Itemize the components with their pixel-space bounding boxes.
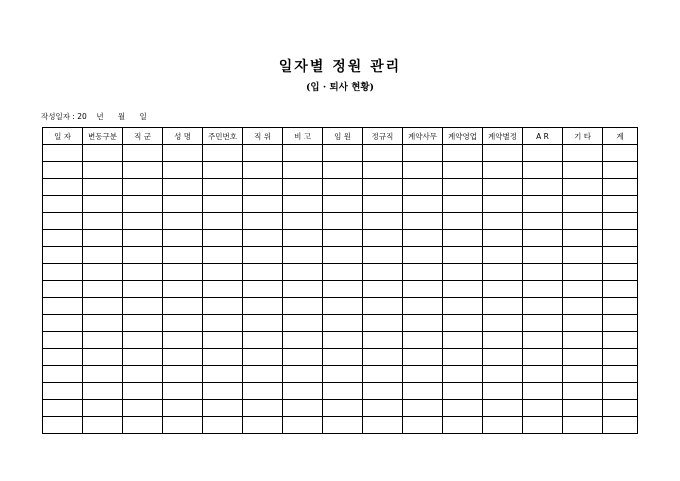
table-cell[interactable] [243, 332, 283, 349]
table-cell[interactable] [83, 349, 123, 366]
table-cell[interactable] [283, 145, 323, 162]
table-cell[interactable] [243, 417, 283, 434]
table-cell[interactable] [483, 315, 523, 332]
table-cell[interactable] [83, 230, 123, 247]
table-cell[interactable] [323, 417, 363, 434]
table-cell[interactable] [563, 383, 603, 400]
table-cell[interactable] [363, 315, 403, 332]
table-cell[interactable] [363, 162, 403, 179]
table-cell[interactable] [243, 400, 283, 417]
table-cell[interactable] [483, 162, 523, 179]
table-cell[interactable] [123, 366, 163, 383]
table-cell[interactable] [443, 417, 483, 434]
table-cell[interactable] [43, 315, 83, 332]
table-cell[interactable] [163, 400, 203, 417]
table-cell[interactable] [523, 281, 563, 298]
table-cell[interactable] [603, 247, 638, 264]
table-cell[interactable] [403, 179, 443, 196]
table-cell[interactable] [603, 230, 638, 247]
table-cell[interactable] [283, 247, 323, 264]
table-cell[interactable] [83, 400, 123, 417]
table-cell[interactable] [523, 383, 563, 400]
table-cell[interactable] [283, 417, 323, 434]
table-cell[interactable] [563, 213, 603, 230]
table-cell[interactable] [363, 264, 403, 281]
table-cell[interactable] [283, 315, 323, 332]
table-cell[interactable] [203, 417, 243, 434]
table-cell[interactable] [403, 247, 443, 264]
table-row [43, 162, 638, 179]
table-cell[interactable] [403, 400, 443, 417]
table-cell[interactable] [83, 417, 123, 434]
table-cell[interactable] [283, 332, 323, 349]
table-row [43, 298, 638, 315]
table-cell[interactable] [243, 162, 283, 179]
table-cell[interactable] [483, 264, 523, 281]
table-cell[interactable] [43, 366, 83, 383]
table-cell[interactable] [123, 315, 163, 332]
table-cell[interactable] [163, 298, 203, 315]
table-cell[interactable] [483, 400, 523, 417]
table-cell[interactable] [123, 213, 163, 230]
table-cell[interactable] [163, 315, 203, 332]
table-row [43, 366, 638, 383]
table-cell[interactable] [83, 264, 123, 281]
table-cell[interactable] [443, 349, 483, 366]
table-cell[interactable] [83, 196, 123, 213]
table-cell[interactable] [403, 315, 443, 332]
table-cell[interactable] [603, 179, 638, 196]
table-cell[interactable] [483, 332, 523, 349]
table-row [43, 264, 638, 281]
table-cell[interactable] [203, 366, 243, 383]
table-cell[interactable] [523, 230, 563, 247]
table-cell[interactable] [483, 213, 523, 230]
header-cell-date: 일 자 [43, 128, 83, 145]
table-cell[interactable] [203, 247, 243, 264]
table-cell[interactable] [563, 400, 603, 417]
table-cell[interactable] [283, 349, 323, 366]
table-cell[interactable] [443, 145, 483, 162]
table-cell[interactable] [163, 213, 203, 230]
document-subtitle: (입 · 퇴사 현황) [305, 82, 375, 93]
header-cell-change-type: 변동구분 [83, 128, 123, 145]
header-cell-other: 기 타 [563, 128, 603, 145]
table-cell[interactable] [443, 162, 483, 179]
table-cell[interactable] [323, 332, 363, 349]
table-cell[interactable] [43, 196, 83, 213]
table-cell[interactable] [403, 366, 443, 383]
table-cell[interactable] [123, 145, 163, 162]
document-title: 일자별 정원 관리 [278, 59, 402, 75]
table-cell[interactable] [283, 162, 323, 179]
table-cell[interactable] [363, 179, 403, 196]
table-cell[interactable] [203, 281, 243, 298]
table-cell[interactable] [243, 315, 283, 332]
table-cell[interactable] [283, 366, 323, 383]
table-cell[interactable] [523, 298, 563, 315]
table-cell[interactable] [363, 366, 403, 383]
table-row [43, 145, 638, 162]
table-cell[interactable] [403, 162, 443, 179]
table-cell[interactable] [563, 315, 603, 332]
table-cell[interactable] [483, 349, 523, 366]
table-row [43, 281, 638, 298]
table-cell[interactable] [123, 400, 163, 417]
table-cell[interactable] [363, 383, 403, 400]
table-cell[interactable] [403, 383, 443, 400]
table-cell[interactable] [323, 315, 363, 332]
table-cell[interactable] [243, 145, 283, 162]
table-cell[interactable] [563, 230, 603, 247]
table-cell[interactable] [563, 281, 603, 298]
table-cell[interactable] [283, 213, 323, 230]
table-cell[interactable] [523, 315, 563, 332]
table-cell[interactable] [203, 213, 243, 230]
table-cell[interactable] [243, 298, 283, 315]
table-cell[interactable] [203, 332, 243, 349]
table-cell[interactable] [323, 247, 363, 264]
table-cell[interactable] [203, 400, 243, 417]
table-cell[interactable] [43, 162, 83, 179]
table-cell[interactable] [323, 179, 363, 196]
table-cell[interactable] [603, 264, 638, 281]
table-cell[interactable] [403, 230, 443, 247]
table-cell[interactable] [363, 247, 403, 264]
table-cell[interactable] [243, 366, 283, 383]
table-cell[interactable] [323, 298, 363, 315]
table-cell[interactable] [603, 298, 638, 315]
table-cell[interactable] [83, 179, 123, 196]
table-cell[interactable] [123, 383, 163, 400]
table-cell[interactable] [243, 264, 283, 281]
table-cell[interactable] [163, 332, 203, 349]
table-cell[interactable] [203, 196, 243, 213]
table-cell[interactable] [603, 196, 638, 213]
table-cell[interactable] [443, 366, 483, 383]
table-cell[interactable] [403, 145, 443, 162]
table-cell[interactable] [83, 145, 123, 162]
table-cell[interactable] [123, 281, 163, 298]
table-cell[interactable] [283, 298, 323, 315]
table-cell[interactable] [563, 332, 603, 349]
table-cell[interactable] [283, 179, 323, 196]
table-cell[interactable] [83, 332, 123, 349]
table-row [43, 332, 638, 349]
header-cell-total: 계 [603, 128, 638, 145]
table-cell[interactable] [43, 332, 83, 349]
table-cell[interactable] [323, 196, 363, 213]
table-cell[interactable] [603, 383, 638, 400]
table-cell[interactable] [443, 213, 483, 230]
table-cell[interactable] [123, 247, 163, 264]
table-cell[interactable] [243, 230, 283, 247]
header-cell-remarks: 비 고 [283, 128, 323, 145]
table-cell[interactable] [523, 366, 563, 383]
table-cell[interactable] [163, 349, 203, 366]
table-cell[interactable] [163, 230, 203, 247]
table-cell[interactable] [43, 247, 83, 264]
header-cell-contract-special: 계약별정 [483, 128, 523, 145]
table-cell[interactable] [123, 332, 163, 349]
table-cell[interactable] [483, 230, 523, 247]
table-cell[interactable] [603, 145, 638, 162]
table-cell[interactable] [403, 349, 443, 366]
table-cell[interactable] [323, 162, 363, 179]
table-cell[interactable] [323, 264, 363, 281]
table-cell[interactable] [483, 366, 523, 383]
table-row [43, 400, 638, 417]
table-cell[interactable] [323, 213, 363, 230]
table-cell[interactable] [483, 298, 523, 315]
date-line: 작성일자 : 20 년 월 일 [41, 112, 147, 121]
staffing-table [42, 127, 638, 434]
table-cell[interactable] [443, 264, 483, 281]
table-cell[interactable] [363, 145, 403, 162]
table-cell[interactable] [483, 417, 523, 434]
table-row [43, 247, 638, 264]
table-cell[interactable] [203, 230, 243, 247]
table-cell[interactable] [523, 349, 563, 366]
table-cell[interactable] [83, 383, 123, 400]
table-cell[interactable] [563, 196, 603, 213]
table-cell[interactable] [163, 196, 203, 213]
header-cell-contract-office: 계약사무 [403, 128, 443, 145]
table-cell[interactable] [123, 349, 163, 366]
table-cell[interactable] [123, 264, 163, 281]
table-cell[interactable] [243, 281, 283, 298]
table-cell[interactable] [123, 417, 163, 434]
table-cell[interactable] [163, 145, 203, 162]
table-cell[interactable] [563, 349, 603, 366]
table-cell[interactable] [203, 383, 243, 400]
table-cell[interactable] [43, 179, 83, 196]
header-cell-contract-sales: 계약영업 [443, 128, 483, 145]
table-cell[interactable] [163, 417, 203, 434]
table-cell[interactable] [83, 315, 123, 332]
table-cell[interactable] [123, 298, 163, 315]
table-cell[interactable] [483, 196, 523, 213]
table-cell[interactable] [123, 196, 163, 213]
table-cell[interactable] [163, 179, 203, 196]
table-cell[interactable] [283, 196, 323, 213]
table-cell[interactable] [243, 196, 283, 213]
table-cell[interactable] [323, 383, 363, 400]
table-cell[interactable] [83, 162, 123, 179]
table-cell[interactable] [163, 383, 203, 400]
table-cell[interactable] [283, 383, 323, 400]
table-cell[interactable] [403, 264, 443, 281]
table-cell[interactable] [283, 281, 323, 298]
header-cell-job-group: 직 군 [123, 128, 163, 145]
table-cell[interactable] [123, 230, 163, 247]
table-cell[interactable] [43, 145, 83, 162]
table-cell[interactable] [523, 247, 563, 264]
table-cell[interactable] [283, 264, 323, 281]
table-cell[interactable] [43, 400, 83, 417]
table-row [43, 383, 638, 400]
table-cell[interactable] [523, 332, 563, 349]
header-cell-position: 직 위 [243, 128, 283, 145]
table-cell[interactable] [363, 417, 403, 434]
table-cell[interactable] [43, 298, 83, 315]
table-cell[interactable] [403, 196, 443, 213]
table-cell[interactable] [323, 366, 363, 383]
table-cell[interactable] [243, 213, 283, 230]
table-cell[interactable] [563, 247, 603, 264]
table-cell[interactable] [123, 162, 163, 179]
table-cell[interactable] [363, 332, 403, 349]
table-cell[interactable] [563, 264, 603, 281]
table-row [43, 230, 638, 247]
table-cell[interactable] [523, 162, 563, 179]
table-cell[interactable] [443, 315, 483, 332]
table-cell[interactable] [243, 383, 283, 400]
table-cell[interactable] [443, 332, 483, 349]
table-cell[interactable] [443, 298, 483, 315]
table-cell[interactable] [203, 298, 243, 315]
table-cell[interactable] [403, 281, 443, 298]
table-cell[interactable] [603, 162, 638, 179]
table-cell[interactable] [363, 230, 403, 247]
table-cell[interactable] [203, 145, 243, 162]
table-cell[interactable] [43, 417, 83, 434]
table-cell[interactable] [443, 179, 483, 196]
table-cell[interactable] [603, 417, 638, 434]
table-cell[interactable] [523, 145, 563, 162]
header-cell-ar: A R [523, 128, 563, 145]
table-cell[interactable] [483, 247, 523, 264]
table-cell[interactable] [563, 145, 603, 162]
table-cell[interactable] [603, 366, 638, 383]
table-cell[interactable] [283, 400, 323, 417]
table-cell[interactable] [43, 213, 83, 230]
table-cell[interactable] [243, 179, 283, 196]
table-cell[interactable] [523, 179, 563, 196]
table-cell[interactable] [43, 383, 83, 400]
table-cell[interactable] [483, 281, 523, 298]
table-cell[interactable] [403, 417, 443, 434]
table-cell[interactable] [363, 281, 403, 298]
table-cell[interactable] [243, 247, 283, 264]
table-cell[interactable] [603, 281, 638, 298]
table-cell[interactable] [523, 400, 563, 417]
table-cell[interactable] [563, 162, 603, 179]
table-cell[interactable] [83, 366, 123, 383]
table-cell[interactable] [163, 247, 203, 264]
table-cell[interactable] [483, 179, 523, 196]
table-cell[interactable] [443, 400, 483, 417]
table-cell[interactable] [443, 247, 483, 264]
table-cell[interactable] [523, 213, 563, 230]
table-cell[interactable] [603, 315, 638, 332]
table-cell[interactable] [603, 400, 638, 417]
table-cell[interactable] [443, 196, 483, 213]
table-cell[interactable] [603, 349, 638, 366]
table-cell[interactable] [43, 281, 83, 298]
table-cell[interactable] [523, 264, 563, 281]
table-cell[interactable] [563, 179, 603, 196]
table-cell[interactable] [483, 145, 523, 162]
table-cell[interactable] [323, 400, 363, 417]
table-cell[interactable] [203, 179, 243, 196]
header-cell-regular: 정규직 [363, 128, 403, 145]
table-body [43, 145, 638, 434]
table-cell[interactable] [523, 417, 563, 434]
header-row [43, 128, 638, 145]
table-cell[interactable] [243, 349, 283, 366]
table-cell[interactable] [43, 264, 83, 281]
table-cell[interactable] [163, 366, 203, 383]
table-cell[interactable] [323, 230, 363, 247]
table-cell[interactable] [443, 383, 483, 400]
table-cell[interactable] [323, 349, 363, 366]
table-cell[interactable] [443, 281, 483, 298]
table-row [43, 315, 638, 332]
table-cell[interactable] [363, 298, 403, 315]
table-row [43, 213, 638, 230]
table-cell[interactable] [443, 230, 483, 247]
table-cell[interactable] [83, 298, 123, 315]
header-cell-name: 성 명 [163, 128, 203, 145]
table-cell[interactable] [43, 230, 83, 247]
header-cell-resident-number: 주민번호 [203, 128, 243, 145]
table-cell[interactable] [43, 349, 83, 366]
table-cell[interactable] [483, 383, 523, 400]
table-cell[interactable] [203, 315, 243, 332]
table-row [43, 349, 638, 366]
table-row [43, 179, 638, 196]
table-cell[interactable] [363, 196, 403, 213]
table-cell[interactable] [203, 264, 243, 281]
table-cell[interactable] [363, 349, 403, 366]
table-row [43, 196, 638, 213]
table-cell[interactable] [563, 366, 603, 383]
table-row [43, 417, 638, 434]
table-cell[interactable] [283, 230, 323, 247]
table-cell[interactable] [523, 196, 563, 213]
table-cell[interactable] [403, 298, 443, 315]
table-cell[interactable] [563, 298, 603, 315]
table-cell[interactable] [203, 162, 243, 179]
table-cell[interactable] [323, 281, 363, 298]
table-cell[interactable] [163, 264, 203, 281]
table-cell[interactable] [83, 247, 123, 264]
table-cell[interactable] [83, 213, 123, 230]
table-cell[interactable] [83, 281, 123, 298]
table-cell[interactable] [603, 213, 638, 230]
table-cell[interactable] [603, 332, 638, 349]
table-cell[interactable] [163, 281, 203, 298]
table-cell[interactable] [163, 162, 203, 179]
table-cell[interactable] [403, 332, 443, 349]
table-cell[interactable] [563, 417, 603, 434]
table-cell[interactable] [123, 179, 163, 196]
table-cell[interactable] [403, 213, 443, 230]
table-cell[interactable] [363, 213, 403, 230]
table-cell[interactable] [203, 349, 243, 366]
table-cell[interactable] [323, 145, 363, 162]
header-cell-executive: 임 원 [323, 128, 363, 145]
table-cell[interactable] [363, 400, 403, 417]
